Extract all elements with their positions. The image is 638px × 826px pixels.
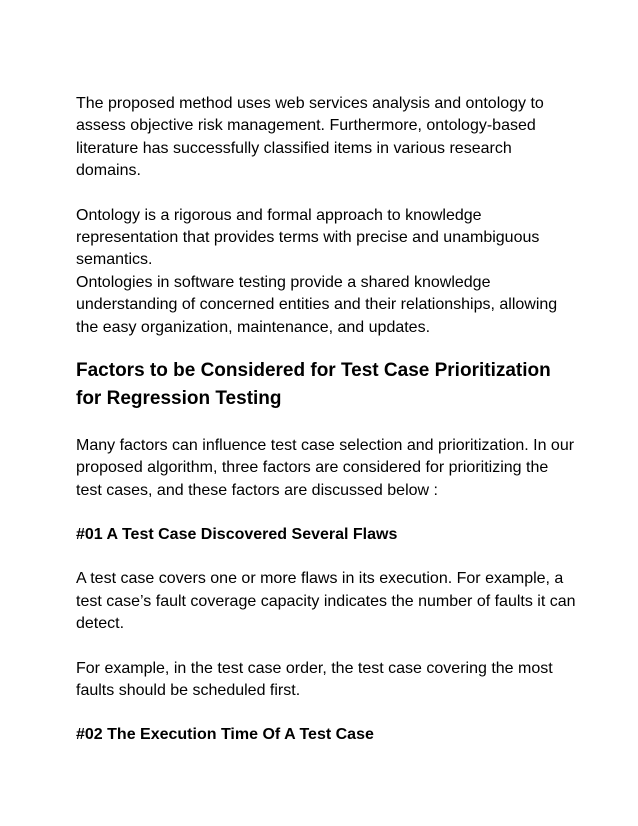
subheading-factor-02: #02 The Execution Time Of A Test Case	[76, 726, 374, 744]
spacer	[76, 183, 576, 205]
paragraph-test-order: For example, in the test case order, the test case covering the most faults should be scheduled first.	[76, 659, 553, 699]
spacer	[76, 413, 576, 435]
paragraph-factors-intro: Many factors can influence test case selection and prioritization. In our proposed algorithm, three factors are considered for prioritizing the test cases, and these factors are discussed below :	[76, 437, 575, 499]
section-heading-factors: Factors to be Considered for Test Case Prioritization for Regression Testing	[76, 360, 551, 410]
spacer	[76, 636, 576, 658]
paragraph-ontology-definition: Ontology is a rigorous and formal approach to knowledge representation that provides terms with precise and unambiguous semantics.	[76, 206, 540, 269]
spacer	[76, 546, 576, 568]
document-page	[76, 93, 576, 746]
spacer	[76, 339, 576, 357]
paragraph-fault-coverage: A test case covers one or more flaws in its execution. For example, a test case’s fault coverage capacity indicates the number of faults it can detect.	[76, 570, 576, 633]
paragraph-web-services: The proposed method uses web services analysis and ontology to assess objective risk management. Furthermore, ontology-based literature has successfully classified items in various research domains.	[76, 95, 544, 180]
subheading-factor-01: #01 A Test Case Discovered Several Flaws	[76, 526, 398, 544]
spacer	[76, 702, 576, 724]
paragraph-ontology-testing: Ontologies in software testing provide a shared knowledge understanding of concerned entities and their relationships, allowing the easy organization, maintenance, and updates.	[76, 273, 558, 336]
spacer	[76, 502, 576, 524]
